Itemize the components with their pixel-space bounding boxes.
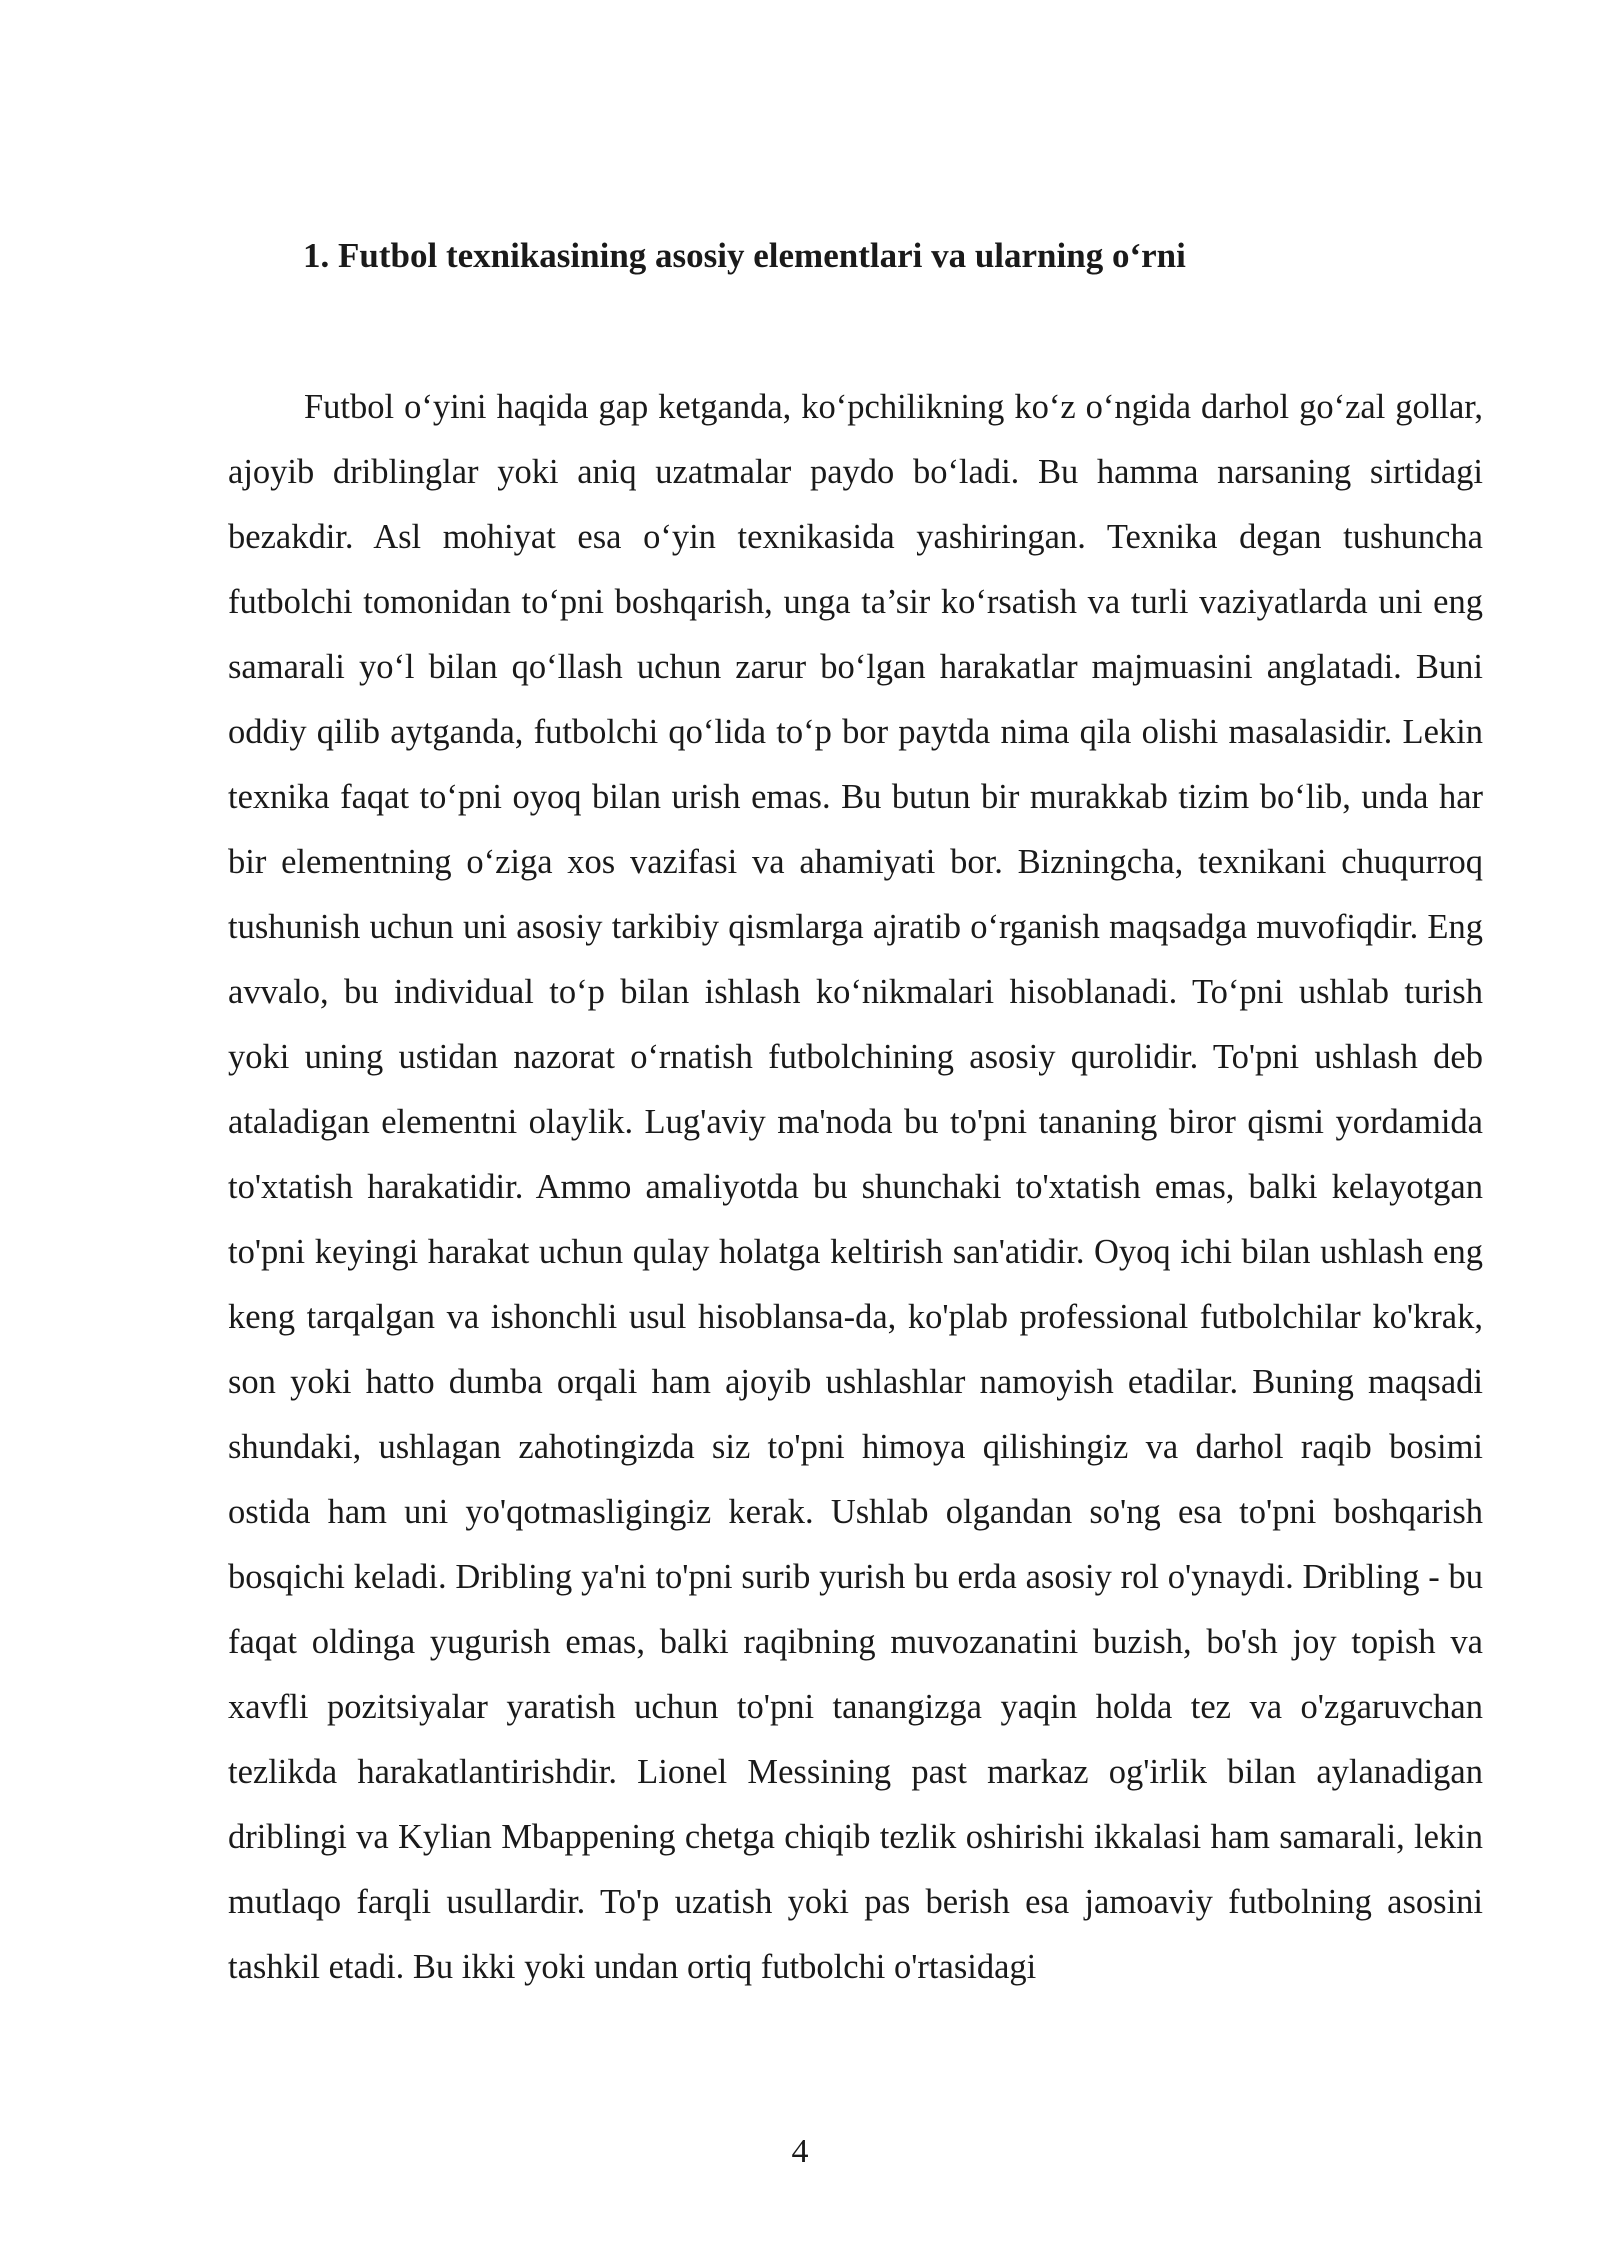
section-heading: 1. Futbol texnikasining asosiy elementlari va ularning o‘rni [303, 236, 1186, 275]
page-number: 4 [791, 2133, 809, 2170]
body-paragraph: Futbol o‘yini haqida gap ketganda, ko‘pchilikning ko‘z o‘ngida darhol go‘zal gollar, ajoyib driblinglar yoki aniq uzatmalar paydo bo‘ladi. Bu hamma narsaning sirtidagi bezakdir. Asl mohiyat esa o‘yin texnikasida yashiringan. Texnika degan tushuncha futbolchi tomonidan to‘pni boshqarish, unga ta’sir ko‘rsatish va turli vaziyatlarda uni eng samarali yo‘l bilan qo‘llash uchun zarur bo‘lgan harakatlar majmuasini anglatadi. Buni oddiy qilib aytganda, futbolchi qo‘lida to‘p bor paytda nima qila olishi masalasidir. Lekin texnika faqat to‘pni oyoq bilan urish emas. Bu butun bir murakkab tizim bo‘lib, unda har bir elementning o‘ziga xos vazifasi va ahamiyati bor. Bizningcha, texnikani chuqurroq tushunish uchun uni asosiy tarkibiy qismlarga ajratib o‘rganish maqsadga muvofiqdir. Eng avvalo, bu individual to‘p bilan ishlash ko‘nikmalari hisoblanadi. To‘pni ushlab turish yoki uning ustidan nazorat o‘rnatish futbolchining asosiy qurolidir. To'pni ushlash deb ataladigan elementni olaylik. Lug'aviy ma'noda bu to'pni tananing biror qismi yordamida to'xtatish harakatidir. Ammo amaliyotda bu shunchaki to'xtatish emas, balki kelayotgan to'pni keyingi harakat uchun qulay holatga keltirish san'atidir. Oyoq ichi bilan ushlash eng keng tarqalgan va ishonchli usul hisoblansa-da, ko'plab professional futbolchilar ko'krak, son yoki hatto dumba orqali ham ajoyib ushlashlar namoyish etadilar. Buning maqsadi shundaki, ushlagan zahotingizda siz to'pni himoya qilishingiz va darhol raqib bosimi ostida ham uni yo'qotmasligingiz kerak. Ushlab olgandan so'ng esa to'pni boshqarish bosqichi keladi. Dribling ya'ni to'pni surib yurish bu erda asosiy rol o'ynaydi. Dribling - bu faqat oldinga yugurish emas, balki raqibning muvozanatini buzish, bo'sh joy topish va xavfli pozitsiyalar yaratish uchun to'pni tanangizga yaqin holda tez va o'zgaruvchan tezlikda harakatlantirishdir. Lionel Messining past markaz og'irlik bilan aylanadigan driblingi va Kylian Mbappening chetga chiqib tezlik oshirishi ikkalasi ham samarali, lekin mutlaqo farqli usullardir. To'p uzatish yoki pas berish esa jamoaviy futbolning asosini tashkil etadi. Bu ikki yoki undan ortiq futbolchi o'rtasidagi [228, 388, 1483, 1986]
